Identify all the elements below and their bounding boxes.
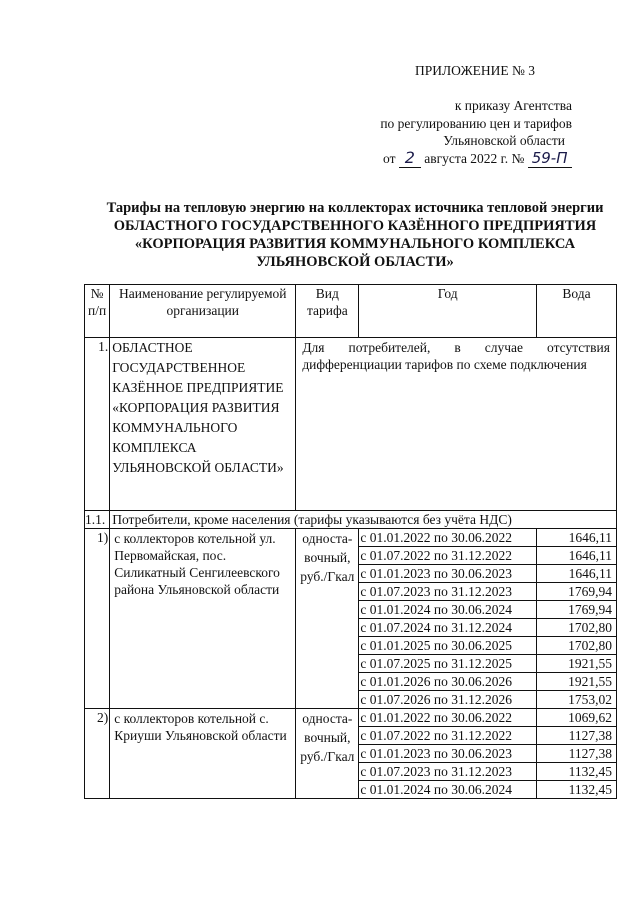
period-cell: с 01.01.2025 по 30.06.2025 [359,637,537,655]
group-1-type-line-2: вочный, [304,550,351,565]
period-cell: с 01.07.2025 по 31.12.2025 [359,655,537,673]
value-cell: 1646,11 [537,529,617,547]
value-cell: 1921,55 [537,673,617,691]
group-1-type [296,529,359,709]
group-2-place: с коллекторов котельной с. Криуши Ульяновской области [110,709,296,799]
value-cell: 1132,45 [537,763,617,781]
section-row-num: 1.1. [85,511,110,529]
period-cell: с 01.07.2022 по 31.12.2022 [359,727,537,745]
date-day: 2 [399,149,421,168]
header-type: Вид тарифа [296,285,359,338]
header-org: Наименование регулируемой организации [110,285,296,338]
org-row [85,338,617,511]
group-2-type-line-3: руб./Гкал [300,749,355,764]
period-cell: с 01.01.2023 по 30.06.2023 [359,565,537,583]
table-header-row [85,285,617,338]
header-water: Вода [537,285,617,338]
value-cell: 1646,11 [537,565,617,583]
value-cell: 1127,38 [537,745,617,763]
value-cell: 1702,80 [537,619,617,637]
value-cell: 1769,94 [537,583,617,601]
group-1-place: с коллекторов котельной ул. Первомайская, пос. Силикатный Сенгилеевского района Ульяновской области [110,529,296,709]
period-cell: с 01.01.2026 по 30.06.2026 [359,673,537,691]
period-cell: с 01.07.2022 по 31.12.2022 [359,547,537,565]
value-cell: 1069,62 [537,709,617,727]
period-cell: с 01.01.2022 по 30.06.2022 [359,709,537,727]
org-row-name: ОБЛАСТНОЕ ГОСУДАРСТВЕННОЕ КАЗЁННОЕ ПРЕДПРИЯТИЕ «КОРПОРАЦИЯ РАЗВИТИЯ КОММУНАЛЬНОГО КОМПЛЕКСА УЛЬЯНОВСКОЙ ОБЛАСТИ» [110,338,296,511]
value-cell: 1753,02 [537,691,617,709]
value-cell: 1769,94 [537,601,617,619]
appendix-label: ПРИЛОЖЕНИЕ № 3 [415,63,536,78]
value-cell: 1127,38 [537,727,617,745]
header-year: Год [359,285,537,338]
period-cell: с 01.01.2022 по 30.06.2022 [359,529,537,547]
group-2-num: 2) [85,709,110,799]
order-line-2: по регулированию цен и тарифов [380,116,572,131]
value-cell: 1132,45 [537,781,617,799]
period-cell: с 01.07.2023 по 31.12.2023 [359,763,537,781]
group-2-type [296,709,359,799]
order-date-line [383,149,572,168]
value-cell: 1921,55 [537,655,617,673]
date-month-year: августа 2022 г. № [424,151,525,166]
header-num: № п/п [85,285,110,338]
tariff-table [84,284,617,799]
document-title: Тарифы на тепловую энергию на коллекторах источника тепловой энергии ОБЛАСТНОГО ГОСУДАРСТВЕННОГО КАЗЁННОГО ПРЕДПРИЯТИЯ «КОРПОРАЦИЯ РАЗВИТИЯ КОММУНАЛЬНОГО КОМПЛЕКСА УЛЬЯНОВСКОЙ ОБЛАСТИ» [106,200,604,270]
group-1-type-line-1: односта- [302,531,353,546]
period-cell: с 01.07.2026 по 31.12.2026 [359,691,537,709]
period-cell: с 01.07.2023 по 31.12.2023 [359,583,537,601]
table-row [85,709,617,727]
org-row-num: 1. [85,338,110,511]
section-row [85,511,617,529]
date-prefix: от [383,151,396,166]
order-line-1: к приказу Агентства [454,98,572,113]
order-line-3: Ульяновской области [443,133,565,148]
value-cell: 1702,80 [537,637,617,655]
section-row-text: Потребители, кроме населения (тарифы указываются без учёта НДС) [110,511,617,529]
period-cell: с 01.07.2024 по 31.12.2024 [359,619,537,637]
group-1-num: 1) [85,529,110,709]
period-cell: с 01.01.2023 по 30.06.2023 [359,745,537,763]
table-row [85,529,617,547]
period-cell: с 01.01.2024 по 30.06.2024 [359,601,537,619]
period-cell: с 01.01.2024 по 30.06.2024 [359,781,537,799]
value-cell: 1646,11 [537,547,617,565]
order-number: 59-П [528,149,572,168]
group-1-type-line-3: руб./Гкал [300,569,355,584]
group-2-type-line-2: вочный, [304,730,351,745]
org-row-note: Для потребителей, в случае отсутствия дифференциации тарифов по схеме подключения [296,338,617,511]
group-2-type-line-1: односта- [302,711,353,726]
